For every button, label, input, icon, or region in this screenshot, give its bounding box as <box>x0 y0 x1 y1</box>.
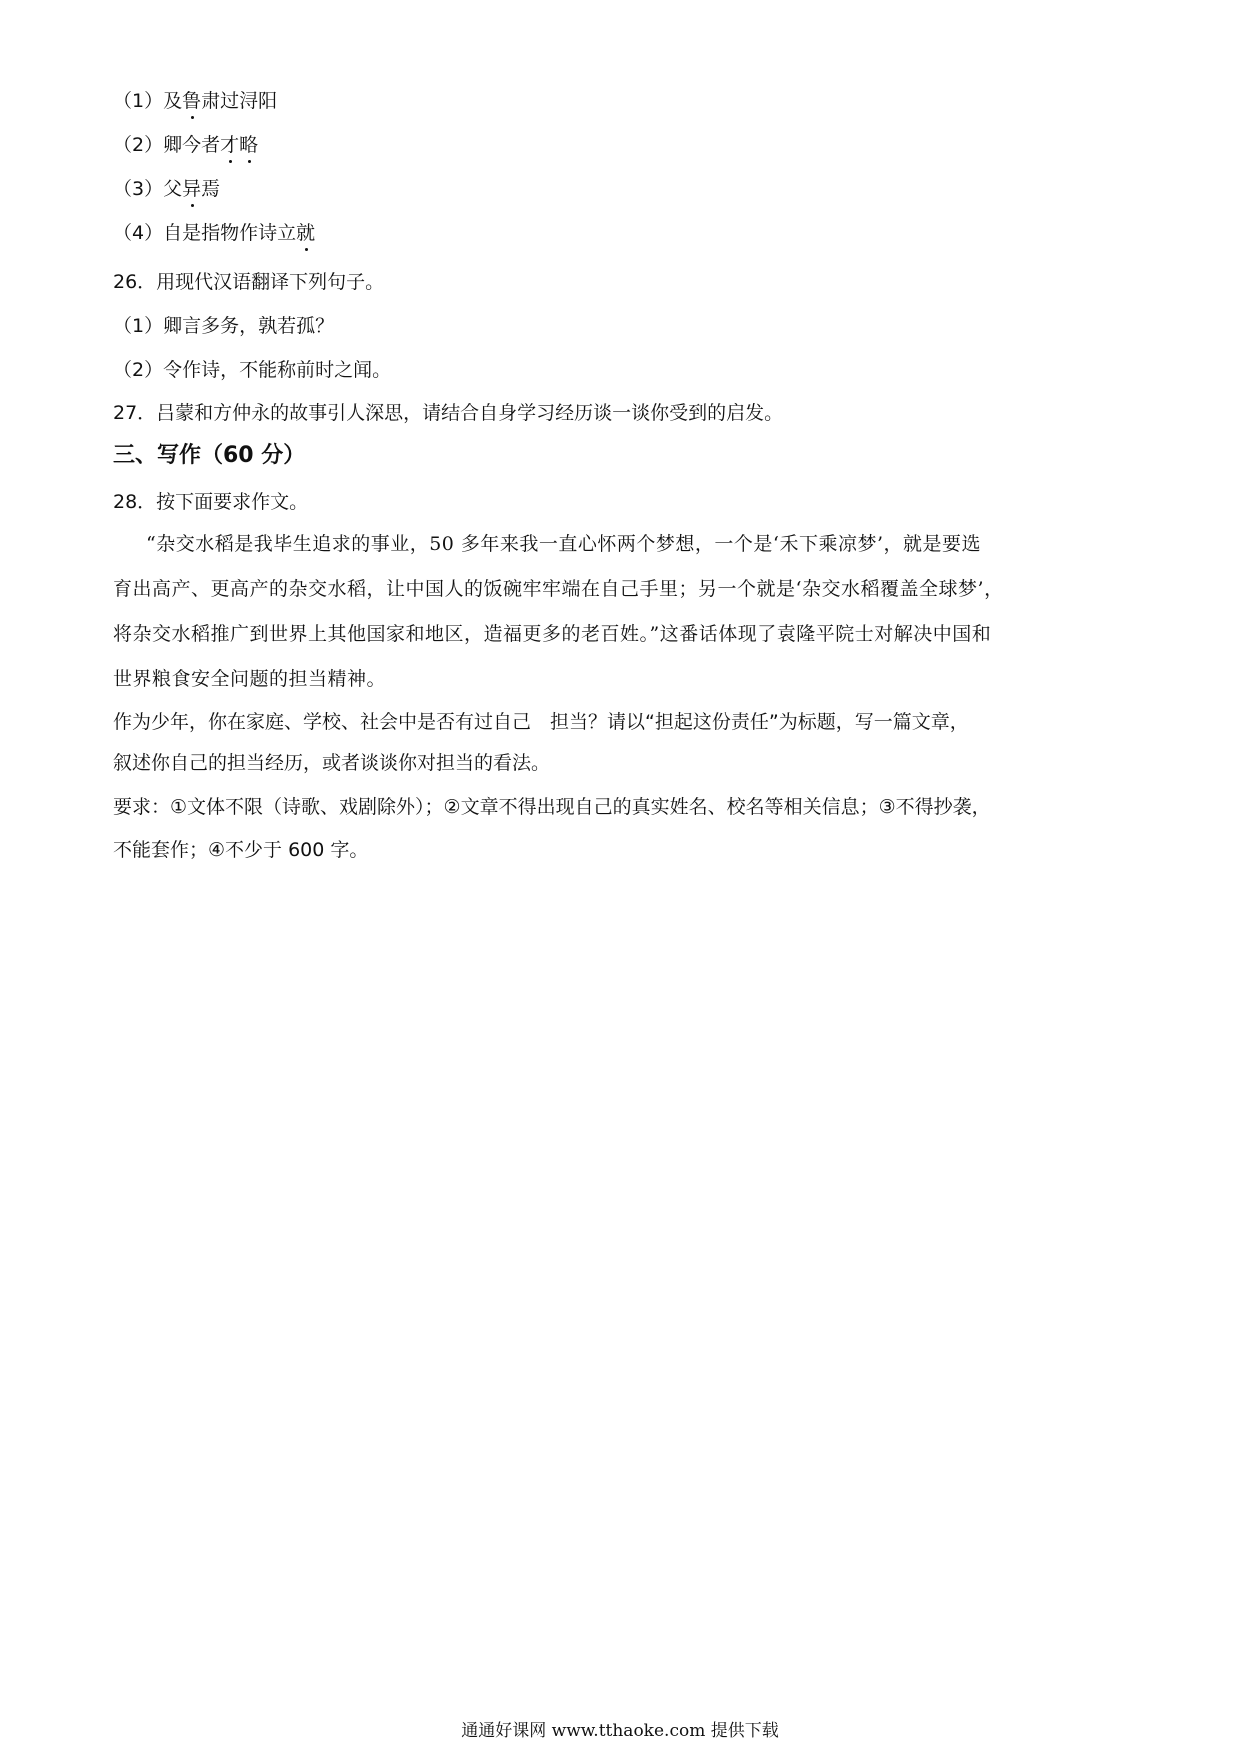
q28-requirements-line-1: 要求：①文体不限（诗歌、戏剧除外）；②文章不得出现自己的真实姓名、校名等相关信息；③不得抄袭， <box>113 796 991 818</box>
item-number: （4） <box>113 222 164 244</box>
q28-prompt-line-2: 叙述你自己的担当经历，或者谈谈你对担当的看法。 <box>113 752 551 774</box>
q27-text: 27．吕蒙和方仲永的故事引人深思，请结合自身学习经历谈一谈你受到的启发。 <box>113 402 784 424</box>
emphasis-dot <box>305 248 308 251</box>
q28-quote-line-3: 将杂交水稻推广到世界上其他国家和地区，造福更多的老百姓。”这番话体现了袁隆平院士对解决中国和 <box>113 623 992 645</box>
item-number: （2） <box>113 134 164 156</box>
emphasis-dot <box>191 204 194 207</box>
emphasized-char: 鲁肃 <box>182 89 220 113</box>
text: 浔阳 <box>239 90 278 112</box>
q26-sentence-2: （2）令作诗，不能称前时之闻。 <box>113 359 392 381</box>
emphasis-dot <box>229 160 232 163</box>
q28-quote-line-4: 世界粮食安全问题的担当精神。 <box>113 668 387 690</box>
text: 父 <box>163 178 183 200</box>
q25-item-4 <box>113 221 315 245</box>
q26-sentence-1: （1）卿言多务，孰若孤？ <box>113 315 335 337</box>
text: 及 <box>163 90 183 112</box>
q28-quote-line-1: “杂交水稻是我毕生追求的事业，50 多年来我一直心怀两个梦想，一个是‘禾下乘凉梦’，就是要选 <box>146 533 982 555</box>
text: 卿今者 <box>163 134 221 156</box>
text: 焉 <box>201 178 221 200</box>
emphasis-dot <box>248 160 251 163</box>
q25-item-3 <box>113 177 220 201</box>
text: 过 <box>220 90 240 112</box>
emphasized-char: 略 <box>239 133 258 157</box>
item-number: （3） <box>113 178 164 200</box>
q26-title: 26．用现代汉语翻译下列句子。 <box>113 271 385 293</box>
q25-item-1 <box>113 89 277 113</box>
q28-quote-line-2: 育出高产、更高产的杂交水稻，让中国人的饭碗牢牢端在自己手里；另一个就是‘杂交水稻覆盖全球梦’， <box>113 578 1004 600</box>
q28-requirements-line-2: 不能套作；④不少于 600 字。 <box>113 839 369 861</box>
emphasized-char: 就 <box>296 221 315 245</box>
footer-credit: 通通好课网 www.tthaoke.com 提供下载 <box>461 1721 779 1741</box>
q28-title: 28．按下面要求作文。 <box>113 491 309 513</box>
emphasized-char: 异 <box>182 177 201 201</box>
q28-prompt-line-1: 作为少年，你在家庭、学校、社会中是否有过自己 担当？请以“担起这份责任”为标题，写一篇文章， <box>113 711 969 733</box>
text: 自是指物作诗立 <box>163 222 297 244</box>
item-number: （1） <box>113 90 164 112</box>
q25-item-2 <box>113 133 258 157</box>
section-heading: 三、写作（60 分） <box>113 443 306 468</box>
emphasis-dot <box>191 116 194 119</box>
emphasized-char: 才 <box>220 133 239 157</box>
